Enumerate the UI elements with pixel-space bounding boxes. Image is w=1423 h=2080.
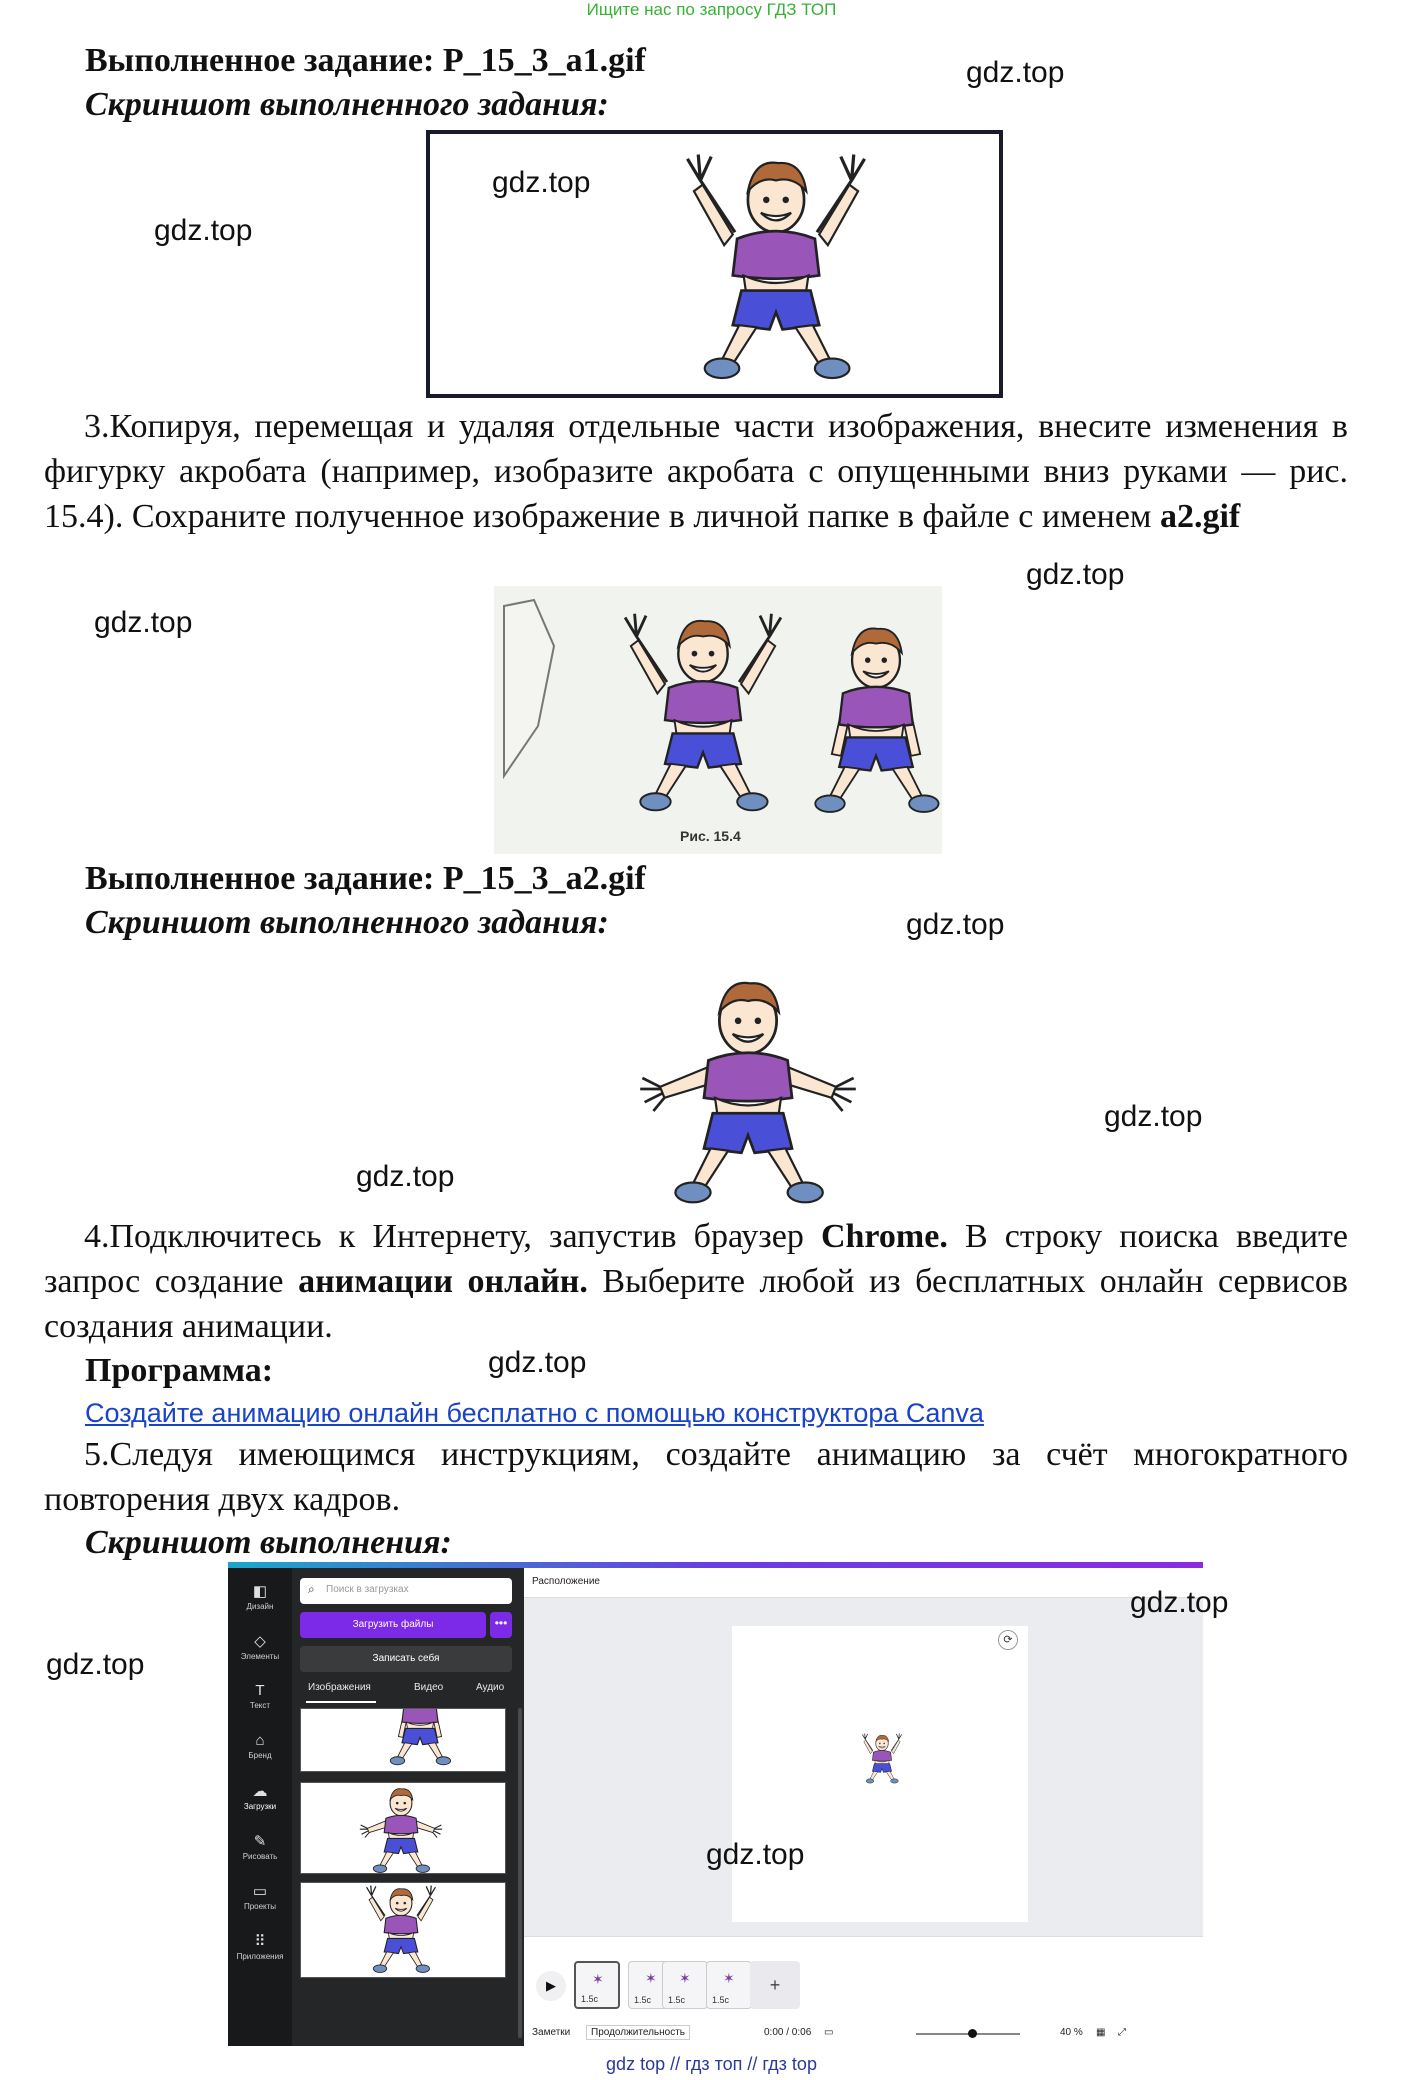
thumb-image (301, 1883, 505, 1977)
uploads-tabs (300, 1682, 512, 1702)
watermark: gdz.top (492, 166, 591, 199)
rail-draw[interactable]: ✎ Рисовать (228, 1832, 292, 1861)
program-link[interactable]: Создайте анимацию онлайн бесплатно с помощью конструктора Canva (85, 1398, 984, 1428)
acrobat-arms-out (628, 958, 868, 1204)
program-label: Программа: (85, 1352, 274, 1389)
refresh-icon[interactable]: ⟳ (998, 1630, 1018, 1650)
cloud-upload-icon: ☁ (252, 1783, 268, 1800)
fullscreen-icon[interactable]: ⤢ (1118, 2027, 1126, 2038)
timeline-frame[interactable]: ✶ 1.5с (706, 1961, 752, 2009)
timeline-frame[interactable]: ✶ 1.5с (628, 1961, 674, 2009)
record-yourself-button[interactable]: Записать себя (300, 1646, 512, 1672)
rail-elements[interactable]: ◇ Элементы (228, 1632, 292, 1661)
tab-video[interactable]: Видео (414, 1682, 444, 1693)
rail-uploads[interactable]: ☁ Загрузки (228, 1782, 292, 1811)
zoom-slider-handle[interactable] (968, 2029, 977, 2038)
folder-icon: ▭ (252, 1883, 268, 1900)
minus-icon[interactable]: ▭ (824, 2027, 834, 2038)
screenshot-label: Скриншот выполнения: (85, 1524, 452, 1561)
watermark: gdz.top (94, 606, 193, 639)
notes-button[interactable]: Заметки (532, 2027, 571, 2038)
pen-icon: ✎ (253, 1833, 267, 1850)
task3-filename: a2.gif (1159, 498, 1241, 535)
rail-apps[interactable]: ⠿ Приложения (228, 1932, 292, 1961)
rail-brand[interactable]: ⌂ Бренд (228, 1732, 292, 1760)
uploads-panel (292, 1568, 524, 2046)
top-banner: Ищите нас по запросу ГДЗ ТОП (586, 0, 837, 19)
tab-audio[interactable]: Аудио (476, 1682, 505, 1693)
apps-grid-icon: ⠿ (254, 1933, 266, 1950)
canva-editor (524, 1568, 1203, 2046)
panel-scrollbar[interactable] (518, 1708, 522, 2038)
editor-header: Расположение (524, 1568, 1203, 1598)
watermark: gdz.top (966, 56, 1065, 89)
bottom-footer: gdz top // гдз топ // гдз top (606, 2054, 817, 2074)
design-figure (732, 1626, 1028, 1922)
tab-images[interactable]: Изображения (308, 1682, 371, 1693)
zoom-level: 40 % (1060, 2027, 1083, 2038)
section2-title: Выполненное задание: P_15_3_a2.gif (85, 860, 646, 897)
thumb-image (301, 1709, 505, 1771)
section1-title: Выполненное задание: P_15_3_a1.gif (85, 42, 646, 79)
layout-icon: ◧ (252, 1583, 268, 1600)
add-frame-button[interactable]: + (750, 1961, 800, 2009)
task4-paragraph: 4.Подключитесь к Интернету, запустив браузер Chrome. В строку поиска введите запрос создание анимации онлайн. Выберите любой из бесплатных онлайн сервисов создания анимации. (44, 1218, 1348, 1345)
timeline (524, 1936, 1203, 2046)
canva-side-rail (228, 1568, 292, 2046)
figure-15-4 (494, 586, 942, 854)
figure-caption: Рис. 15.4 (680, 828, 741, 844)
acrobat-arms-out-image (628, 958, 868, 1204)
section1-subtitle: Скриншот выполненного задания: (85, 86, 609, 123)
design-page[interactable] (732, 1626, 1028, 1922)
time-readout: 0:00 / 0:06 (764, 2027, 812, 2038)
text-icon: T (255, 1682, 265, 1699)
rail-text[interactable]: T Текст (228, 1682, 292, 1710)
task5-paragraph: 5.Следуя имеющимся инструкциям, создайте анимацию за счёт многократного повторения двух кадров. (44, 1436, 1348, 1518)
watermark: gdz.top (906, 908, 1005, 941)
search-input[interactable]: ⌕ Поиск в загрузках (300, 1578, 512, 1604)
watermark: gdz.top (1104, 1100, 1203, 1133)
upload-thumbnail[interactable] (300, 1882, 506, 1978)
rail-design[interactable]: ◧ Дизайн (228, 1582, 292, 1611)
search-icon: ⌕ (308, 1582, 315, 1596)
canva-screenshot (228, 1562, 1203, 2046)
thumb-image (301, 1783, 505, 1873)
watermark: gdz.top (356, 1160, 455, 1193)
watermark: gdz.top (154, 214, 253, 247)
upload-thumbnail[interactable] (300, 1708, 506, 1772)
rail-projects[interactable]: ▭ Проекты (228, 1882, 292, 1911)
play-button[interactable]: ▶ (536, 1971, 566, 2001)
watermark: gdz.top (488, 1346, 587, 1379)
figure-15-4-image (494, 586, 942, 854)
watermark: gdz.top (706, 1838, 805, 1871)
grid-view-icon[interactable]: ▦ (1096, 2027, 1106, 2038)
upload-files-button[interactable]: Загрузить файлы (300, 1612, 486, 1638)
editor-bottom-bar (524, 2021, 1203, 2046)
active-tab-underline (306, 1701, 376, 1703)
upload-thumbnail[interactable] (300, 1782, 506, 1874)
watermark: gdz.top (1130, 1586, 1229, 1619)
brand-icon: ⌂ (255, 1732, 265, 1749)
task3-paragraph: 3.Копируя, перемещая и удаляя отдельные части изображения, внесите изменения в фигурку акробата (например, изобразите акробата с опущенными вниз руками — рис. 15.4). Сохраните полученное изображение в личной папке в файле с именем a2.gif (44, 408, 1348, 535)
timeline-frame[interactable]: ✶ 1.5с (574, 1961, 620, 2009)
duration-button[interactable]: Продолжительность (586, 2025, 690, 2040)
watermark: gdz.top (1026, 558, 1125, 591)
watermark: gdz.top (46, 1648, 145, 1681)
timeline-frame[interactable]: ✶ 1.5с (662, 1961, 708, 2009)
shapes-icon: ◇ (254, 1633, 266, 1650)
section2-subtitle: Скриншот выполненного задания: (85, 904, 609, 941)
more-options-button[interactable]: ••• (490, 1612, 512, 1638)
